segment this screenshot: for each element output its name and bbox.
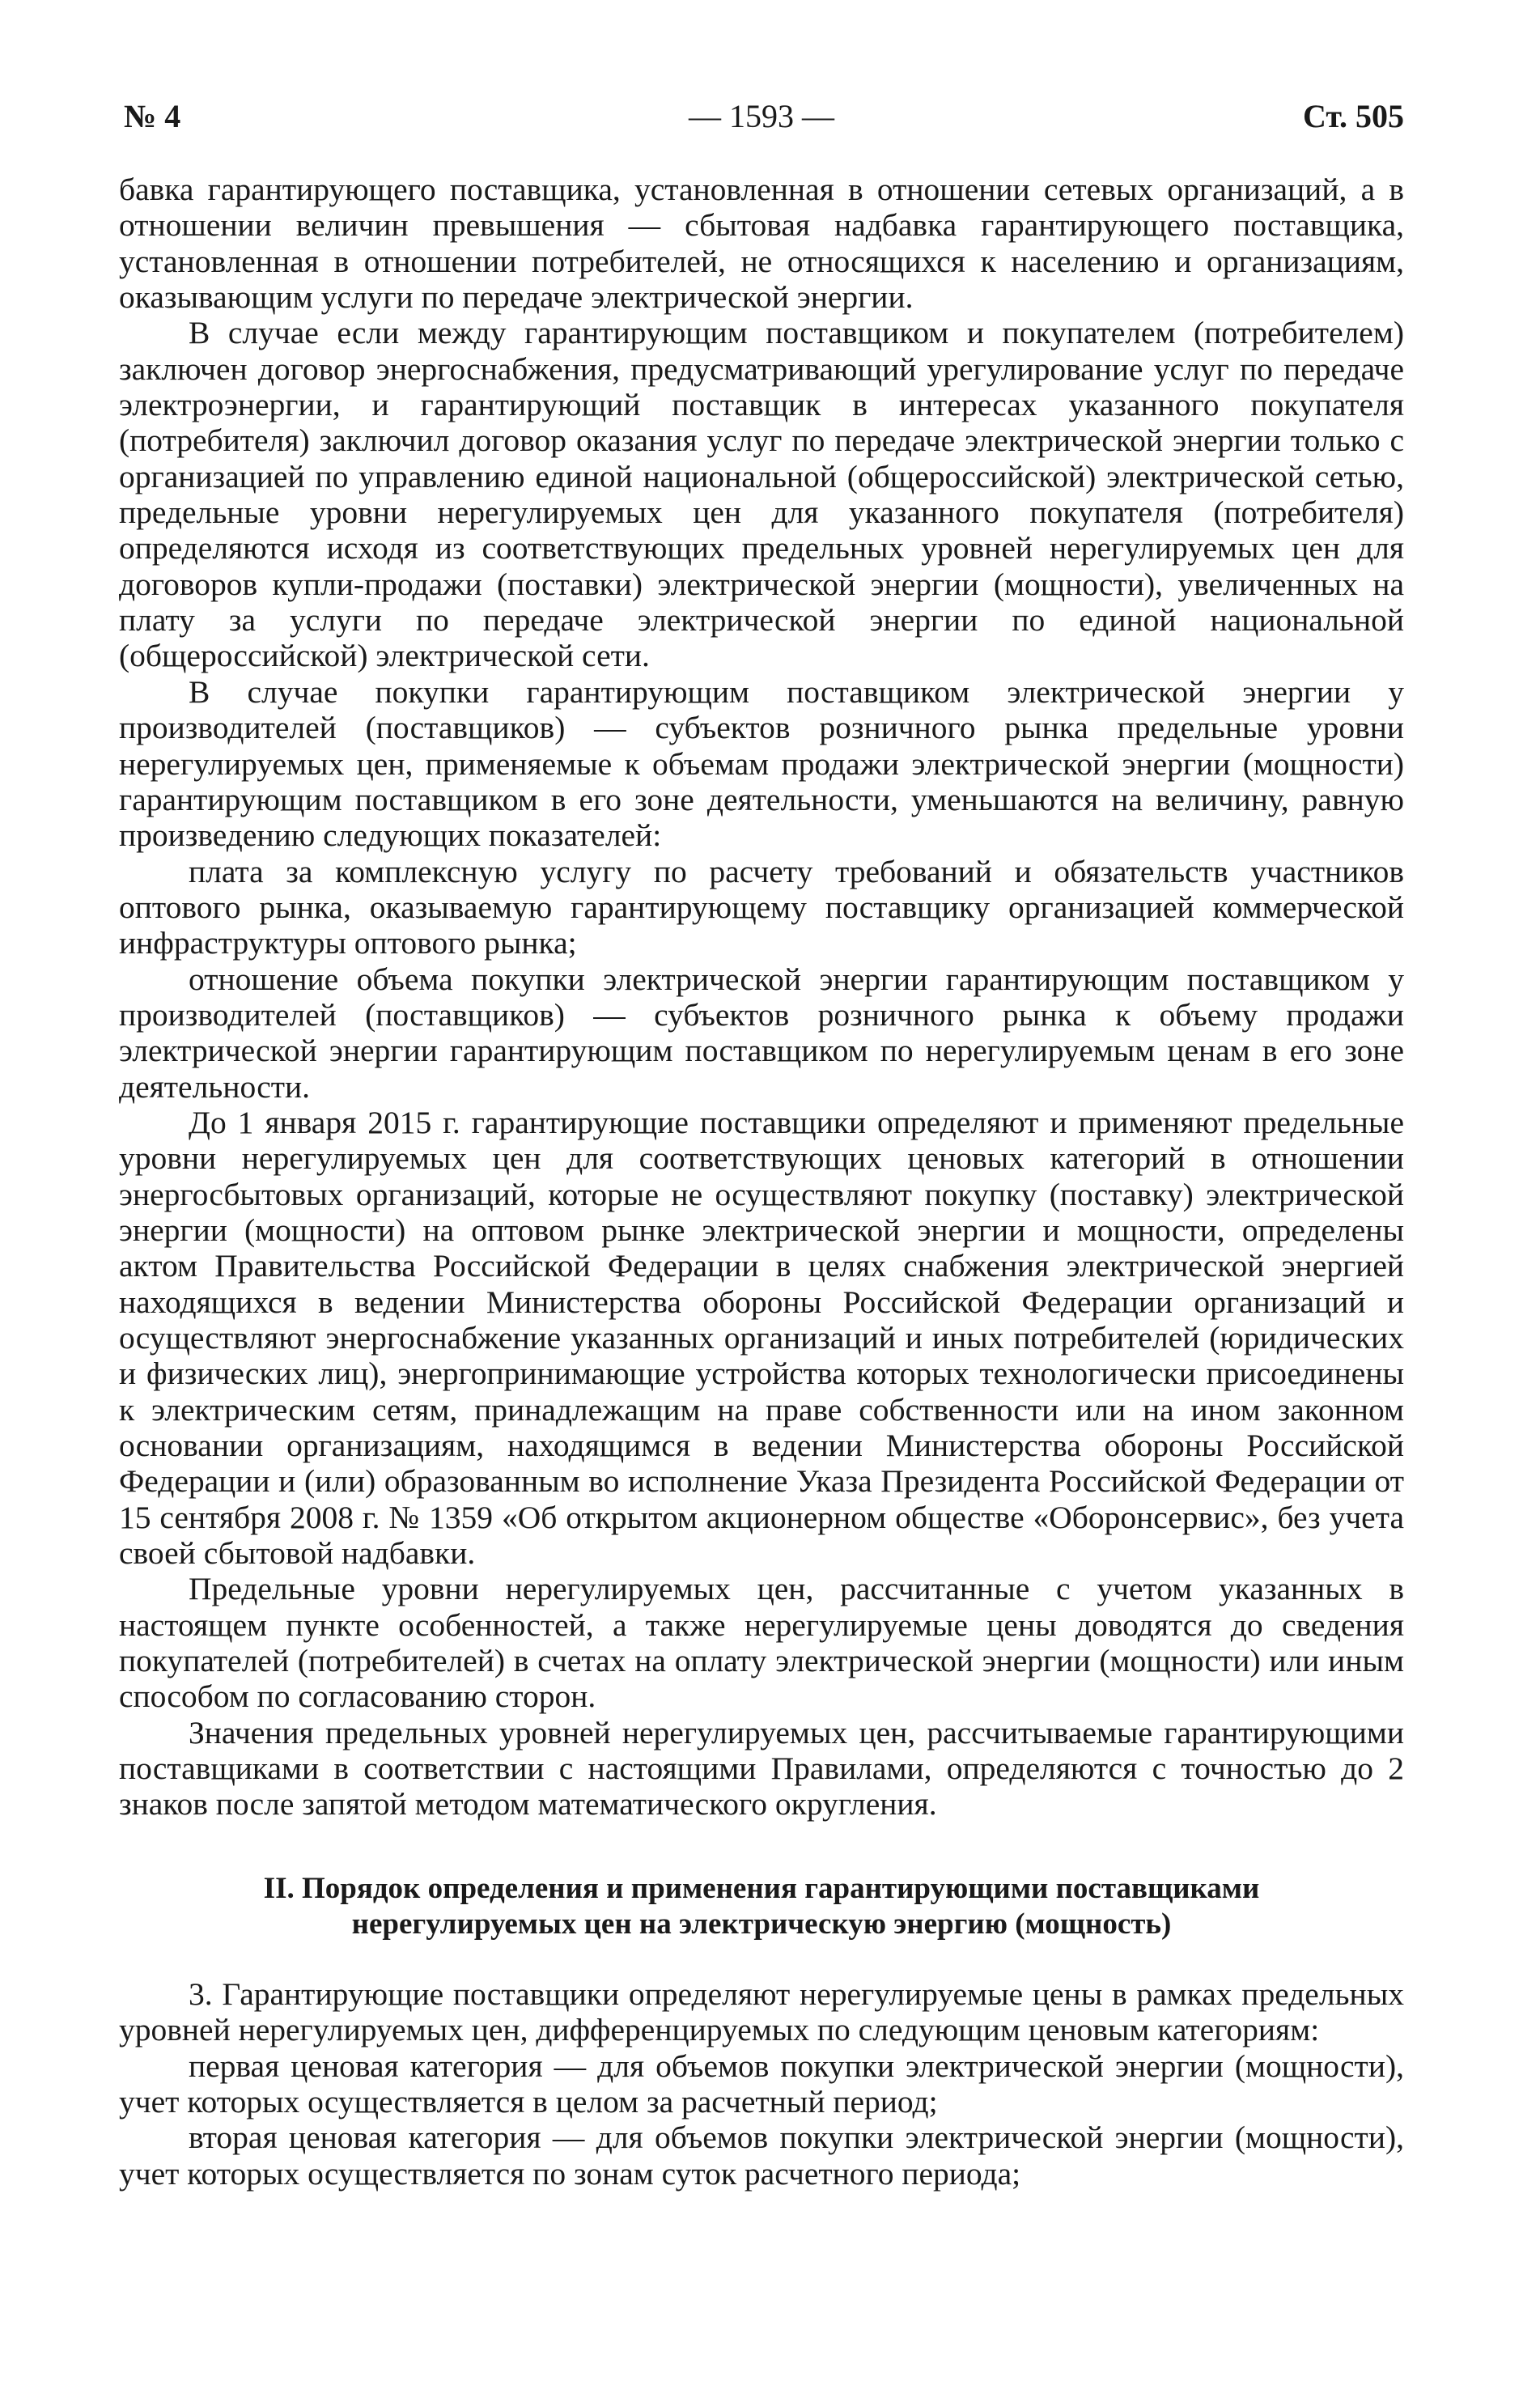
document-page (119, 97, 1404, 2192)
paragraph: Значения предельных уровней нерегулируемых цен, рассчитываемые гарантирующими поставщиками в соответствии с настоящими Правилами, определяются с точностью до 2 знаков после запятой методом математического округления. (119, 1714, 1404, 1823)
paragraph: вторая ценовая категория — для объемов покупки электрической энергии (мощности), учет которых осуществляется по зонам суток расчетного периода; (119, 2120, 1404, 2192)
page-header (119, 97, 1404, 149)
page-number: — 1593 — (689, 98, 834, 134)
paragraph: До 1 января 2015 г. гарантирующие поставщики определяют и применяют предельные уровни нерегулируемых цен для соответствующих ценовых категорий в отношении энергосбытовых организаций, которые не осуществляют покупку (поставку) электрической энергии (мощности) на оптовом рынке электрической энергии и мощности, определены актом Правительства Российской Федерации в целях снабжения электрической энергией находящихся в ведении Министерства обороны Российской Федерации организаций и осуществляют энергоснабжение указанных организаций и иных потребителей (юридических и физических лиц), энергопринимающие устройства которых технологически присоединены к электрическим сетям, принадлежащим на праве собственности или на ином законном основании организациям, находящимся в ведении Министерства обороны Российской Федерации и (или) образованным во исполнение Указа Президента Российской Федерации от 15 сентября 2008 г. № 1359 «Об открытом акционерном обществе «Оборонсервис», без учета своей сбытовой надбавки. (119, 1104, 1404, 1572)
paragraph: 3. Гарантирующие поставщики определяют нерегулируемые цены в рамках предельных уровней нерегулируемых цен, дифференцируемых по следующим ценовым категориям: (119, 1975, 1404, 2048)
paragraph: В случае если между гарантирующим поставщиком и покупателем (потребителем) заключен договор энергоснабжения, предусматривающий урегулирование услуг по передаче электроэнергии, и гарантирующий поставщик в интересах указанного покупателя (потребителя) заключил договор оказания услуг по передаче электрической энергии только с организацией по управлению единой национальной (общероссийской) электрической сетью, предельные уровни нерегулируемых цен для указанного покупателя (потребителя) определяются исходя из соответствующих предельных уровней нерегулируемых цен для договоров купли-продажи (поставки) электрической энергии (мощности), увеличенных на плату за услуги по передаче электрической энергии по единой национальной (общероссийской) электрической сети. (119, 315, 1404, 674)
paragraph: бавка гарантирующего поставщика, установленная в отношении сетевых организаций, а в отношении величин превышения — сбытовая надбавка гарантирующего поставщика, установленная в отношении потребителей, не относящихся к населению и организациям, оказывающим услуги по передаче электрической энергии. (119, 172, 1404, 316)
article-number: Ст. 505 (1303, 98, 1404, 134)
section-heading-line: II. Порядок определения и применения гарантирующими поставщиками (263, 1871, 1260, 1905)
document-body (119, 172, 1404, 2192)
issue-number: № 4 (124, 98, 181, 134)
paragraph: плата за комплексную услугу по расчету требований и обязательств участников оптового рынка, оказываемую гарантирующему поставщику организацией коммерческой инфраструктуры оптового рынка; (119, 853, 1404, 961)
paragraph: Предельные уровни нерегулируемых цен, рассчитанные с учетом указанных в настоящем пункте особенностей, а также нерегулируемые цены доводятся до сведения покупателей (потребителей) в счетах на оплату электрической энергии (мощности) или иным способом по согласованию сторон. (119, 1571, 1404, 1715)
paragraph: первая ценовая категория — для объемов покупки электрической энергии (мощности), учет которых осуществляется в целом за расчетный период; (119, 2047, 1404, 2120)
paragraph: В случае покупки гарантирующим поставщиком электрической энергии у производителей (поставщиков) — субъектов розничного рынка предельные уровни нерегулируемых цен, применяемые к объемам продажи электрической энергии (мощности) гарантирующим поставщиком в его зоне деятельности, уменьшаются на величину, равную произведению следующих показателей: (119, 673, 1404, 854)
section-heading (119, 1871, 1404, 1942)
paragraph: отношение объема покупки электрической энергии гарантирующим поставщиком у производителей (поставщиков) — субъектов розничного рынка к объему продажи электрической энергии гарантирующим поставщиком по нерегулируемым ценам в его зоне деятельности. (119, 961, 1404, 1105)
section-heading-line: нерегулируемых цен на электрическую энергию (мощность) (351, 1907, 1172, 1941)
